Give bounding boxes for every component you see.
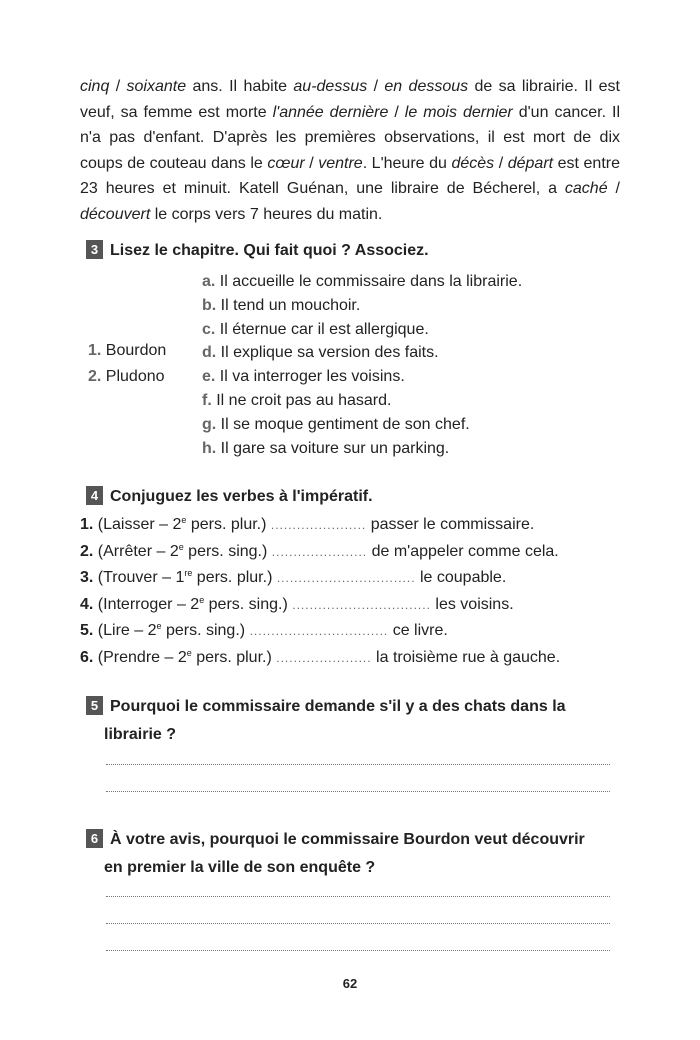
verb-prompt: (Laisser – 2 <box>97 516 182 533</box>
verb-prompt-end: pers. sing.) <box>204 595 288 613</box>
sentence-rest: la troisième rue à gauche. <box>376 648 561 666</box>
item-letter: c. <box>202 320 216 338</box>
answer-line[interactable] <box>106 896 610 897</box>
exercise-number-badge: 4 <box>86 486 103 505</box>
text-run: de sa librairie. Il est veuf, sa femme est morte <box>80 78 621 121</box>
action-item <box>202 437 522 461</box>
action-text: Il va interroger les voisins. <box>219 368 405 386</box>
answer-blank[interactable]: ................................ <box>249 624 389 639</box>
item-number: 2. <box>80 542 94 560</box>
choice-option: cinq <box>80 78 110 95</box>
verb-prompt: (Prendre – 2 <box>97 648 187 666</box>
action-item <box>202 294 522 318</box>
conjugation-item <box>80 565 625 592</box>
text-run: d'un cancer. Il n'a pas d'enfant. D'après les premières observations, il est mort de dix coups de couteau dans le <box>80 103 621 172</box>
choice-option: ventre <box>318 154 363 172</box>
separator: / <box>109 78 127 95</box>
choice-option: au-dessus <box>293 78 368 95</box>
answer-blank[interactable]: ...................... <box>270 518 367 532</box>
question-text: en premier la ville de son enquête ? <box>104 859 376 876</box>
verb-prompt-end: pers. plur.) <box>192 569 273 587</box>
sentence-rest: ce livre. <box>392 622 448 640</box>
item-number: 4. <box>80 595 94 613</box>
text-run: est entre 23 heures et minuit. Katell Guénan, une libraire de Bécherel, a <box>80 154 621 197</box>
ordinal-suffix: e <box>178 541 184 552</box>
action-item <box>202 389 522 413</box>
action-text: Il explique sa version des faits. <box>220 344 439 362</box>
choice-option: le mois dernier <box>404 103 513 121</box>
action-text: Il tend un mouchoir. <box>220 296 361 314</box>
item-letter: a. <box>202 273 216 290</box>
exercise-3-heading <box>86 238 429 264</box>
page-number: 62 <box>342 976 358 991</box>
exercise-number-badge: 6 <box>86 829 103 848</box>
verb-prompt: (Arrêter – 2 <box>97 542 179 560</box>
ordinal-suffix: e <box>156 621 162 632</box>
separator: / <box>607 180 620 197</box>
choice-option: départ <box>507 154 554 172</box>
conjugation-item <box>80 592 625 619</box>
sentence-rest: les voisins. <box>435 595 514 613</box>
separator: / <box>494 154 508 172</box>
people-list <box>88 338 166 390</box>
action-item <box>202 413 522 437</box>
choice-option: soixante <box>126 78 187 95</box>
separator: / <box>367 78 385 95</box>
action-item <box>202 318 522 342</box>
item-number: 2. <box>88 368 102 385</box>
answer-line[interactable] <box>106 764 610 765</box>
intro-paragraph <box>80 74 620 227</box>
separator: / <box>304 154 319 172</box>
choice-option: cœur <box>267 154 305 172</box>
exercise-5-question <box>86 693 621 749</box>
question-text: librairie ? <box>104 726 177 743</box>
choice-option: en dessous <box>384 78 469 95</box>
item-letter: d. <box>202 344 217 362</box>
action-item <box>202 270 522 294</box>
question-text: À votre avis, pourquoi le commissaire Bourdon veut découvrir <box>110 831 585 848</box>
person-name: Bourdon <box>105 342 167 359</box>
item-number: 1. <box>88 342 102 359</box>
item-number: 5. <box>80 622 94 640</box>
sentence-rest: passer le commissaire. <box>370 516 535 533</box>
item-letter: f. <box>202 391 212 409</box>
ordinal-suffix: re <box>184 568 193 579</box>
exercise-title: Lisez le chapitre. Qui fait quoi ? Associez. <box>110 242 429 259</box>
choice-option: décès <box>451 154 495 172</box>
item-number: 3. <box>80 569 94 587</box>
verb-prompt: (Interroger – 2 <box>97 595 200 613</box>
sentence-rest: de m'appeler comme cela. <box>371 542 559 560</box>
exercise-4-heading <box>86 484 373 510</box>
answer-line[interactable] <box>106 791 610 792</box>
answer-blank[interactable]: ................................ <box>292 597 431 612</box>
answer-line[interactable] <box>106 950 610 951</box>
choice-option: l'année dernière <box>272 103 389 121</box>
sentence-rest: le coupable. <box>419 569 507 587</box>
separator: / <box>388 103 405 121</box>
person-item <box>88 364 166 390</box>
verb-prompt-end: pers. sing.) <box>161 622 246 640</box>
answer-blank[interactable]: ...................... <box>276 650 372 665</box>
ordinal-suffix: e <box>199 594 205 605</box>
item-letter: h. <box>202 439 217 457</box>
text-run: ans. Il habite <box>186 78 294 95</box>
action-text: Il se moque gentiment de son chef. <box>220 415 470 433</box>
text-run: le corps vers 7 heures du matin. <box>150 205 383 223</box>
item-number: 6. <box>80 648 94 666</box>
item-number: 1. <box>80 516 94 533</box>
verb-prompt-end: pers. plur.) <box>191 648 272 666</box>
action-item <box>202 341 522 365</box>
person-item <box>88 338 166 364</box>
action-text: Il éternue car il est allergique. <box>219 320 429 338</box>
choice-option: caché <box>564 180 608 197</box>
text-run: . L'heure du <box>362 154 452 172</box>
actions-list <box>202 270 522 460</box>
conjugation-item <box>80 645 625 672</box>
exercise-title: Conjuguez les verbes à l'impératif. <box>110 488 373 505</box>
conjugation-item <box>80 618 625 645</box>
answer-line[interactable] <box>106 923 610 924</box>
ordinal-suffix: e <box>181 515 187 525</box>
ordinal-suffix: e <box>186 647 192 658</box>
answer-blank[interactable]: ................................ <box>276 571 416 586</box>
answer-blank[interactable]: ...................... <box>271 544 368 559</box>
verb-prompt: (Trouver – 1 <box>97 569 185 587</box>
conjugation-list <box>80 512 625 672</box>
exercise-6-question <box>86 826 621 882</box>
choice-option: découvert <box>80 205 151 223</box>
item-letter: b. <box>202 296 217 314</box>
action-item <box>202 365 522 389</box>
item-letter: g. <box>202 415 217 433</box>
conjugation-item <box>80 539 625 566</box>
item-letter: e. <box>202 368 216 386</box>
action-text: Il accueille le commissaire dans la librairie. <box>219 273 523 290</box>
conjugation-item <box>80 512 625 539</box>
verb-prompt-end: pers. plur.) <box>186 516 267 533</box>
exercise-number-badge: 3 <box>86 240 103 259</box>
exercise-number-badge: 5 <box>86 696 103 715</box>
action-text: Il gare sa voiture sur un parking. <box>220 439 450 457</box>
person-name: Pludono <box>105 368 165 385</box>
action-text: Il ne croit pas au hasard. <box>216 391 392 409</box>
verb-prompt-end: pers. sing.) <box>183 542 268 560</box>
question-text: Pourquoi le commissaire demande s'il y a des chats dans la <box>110 698 566 715</box>
verb-prompt: (Lire – 2 <box>97 622 157 640</box>
